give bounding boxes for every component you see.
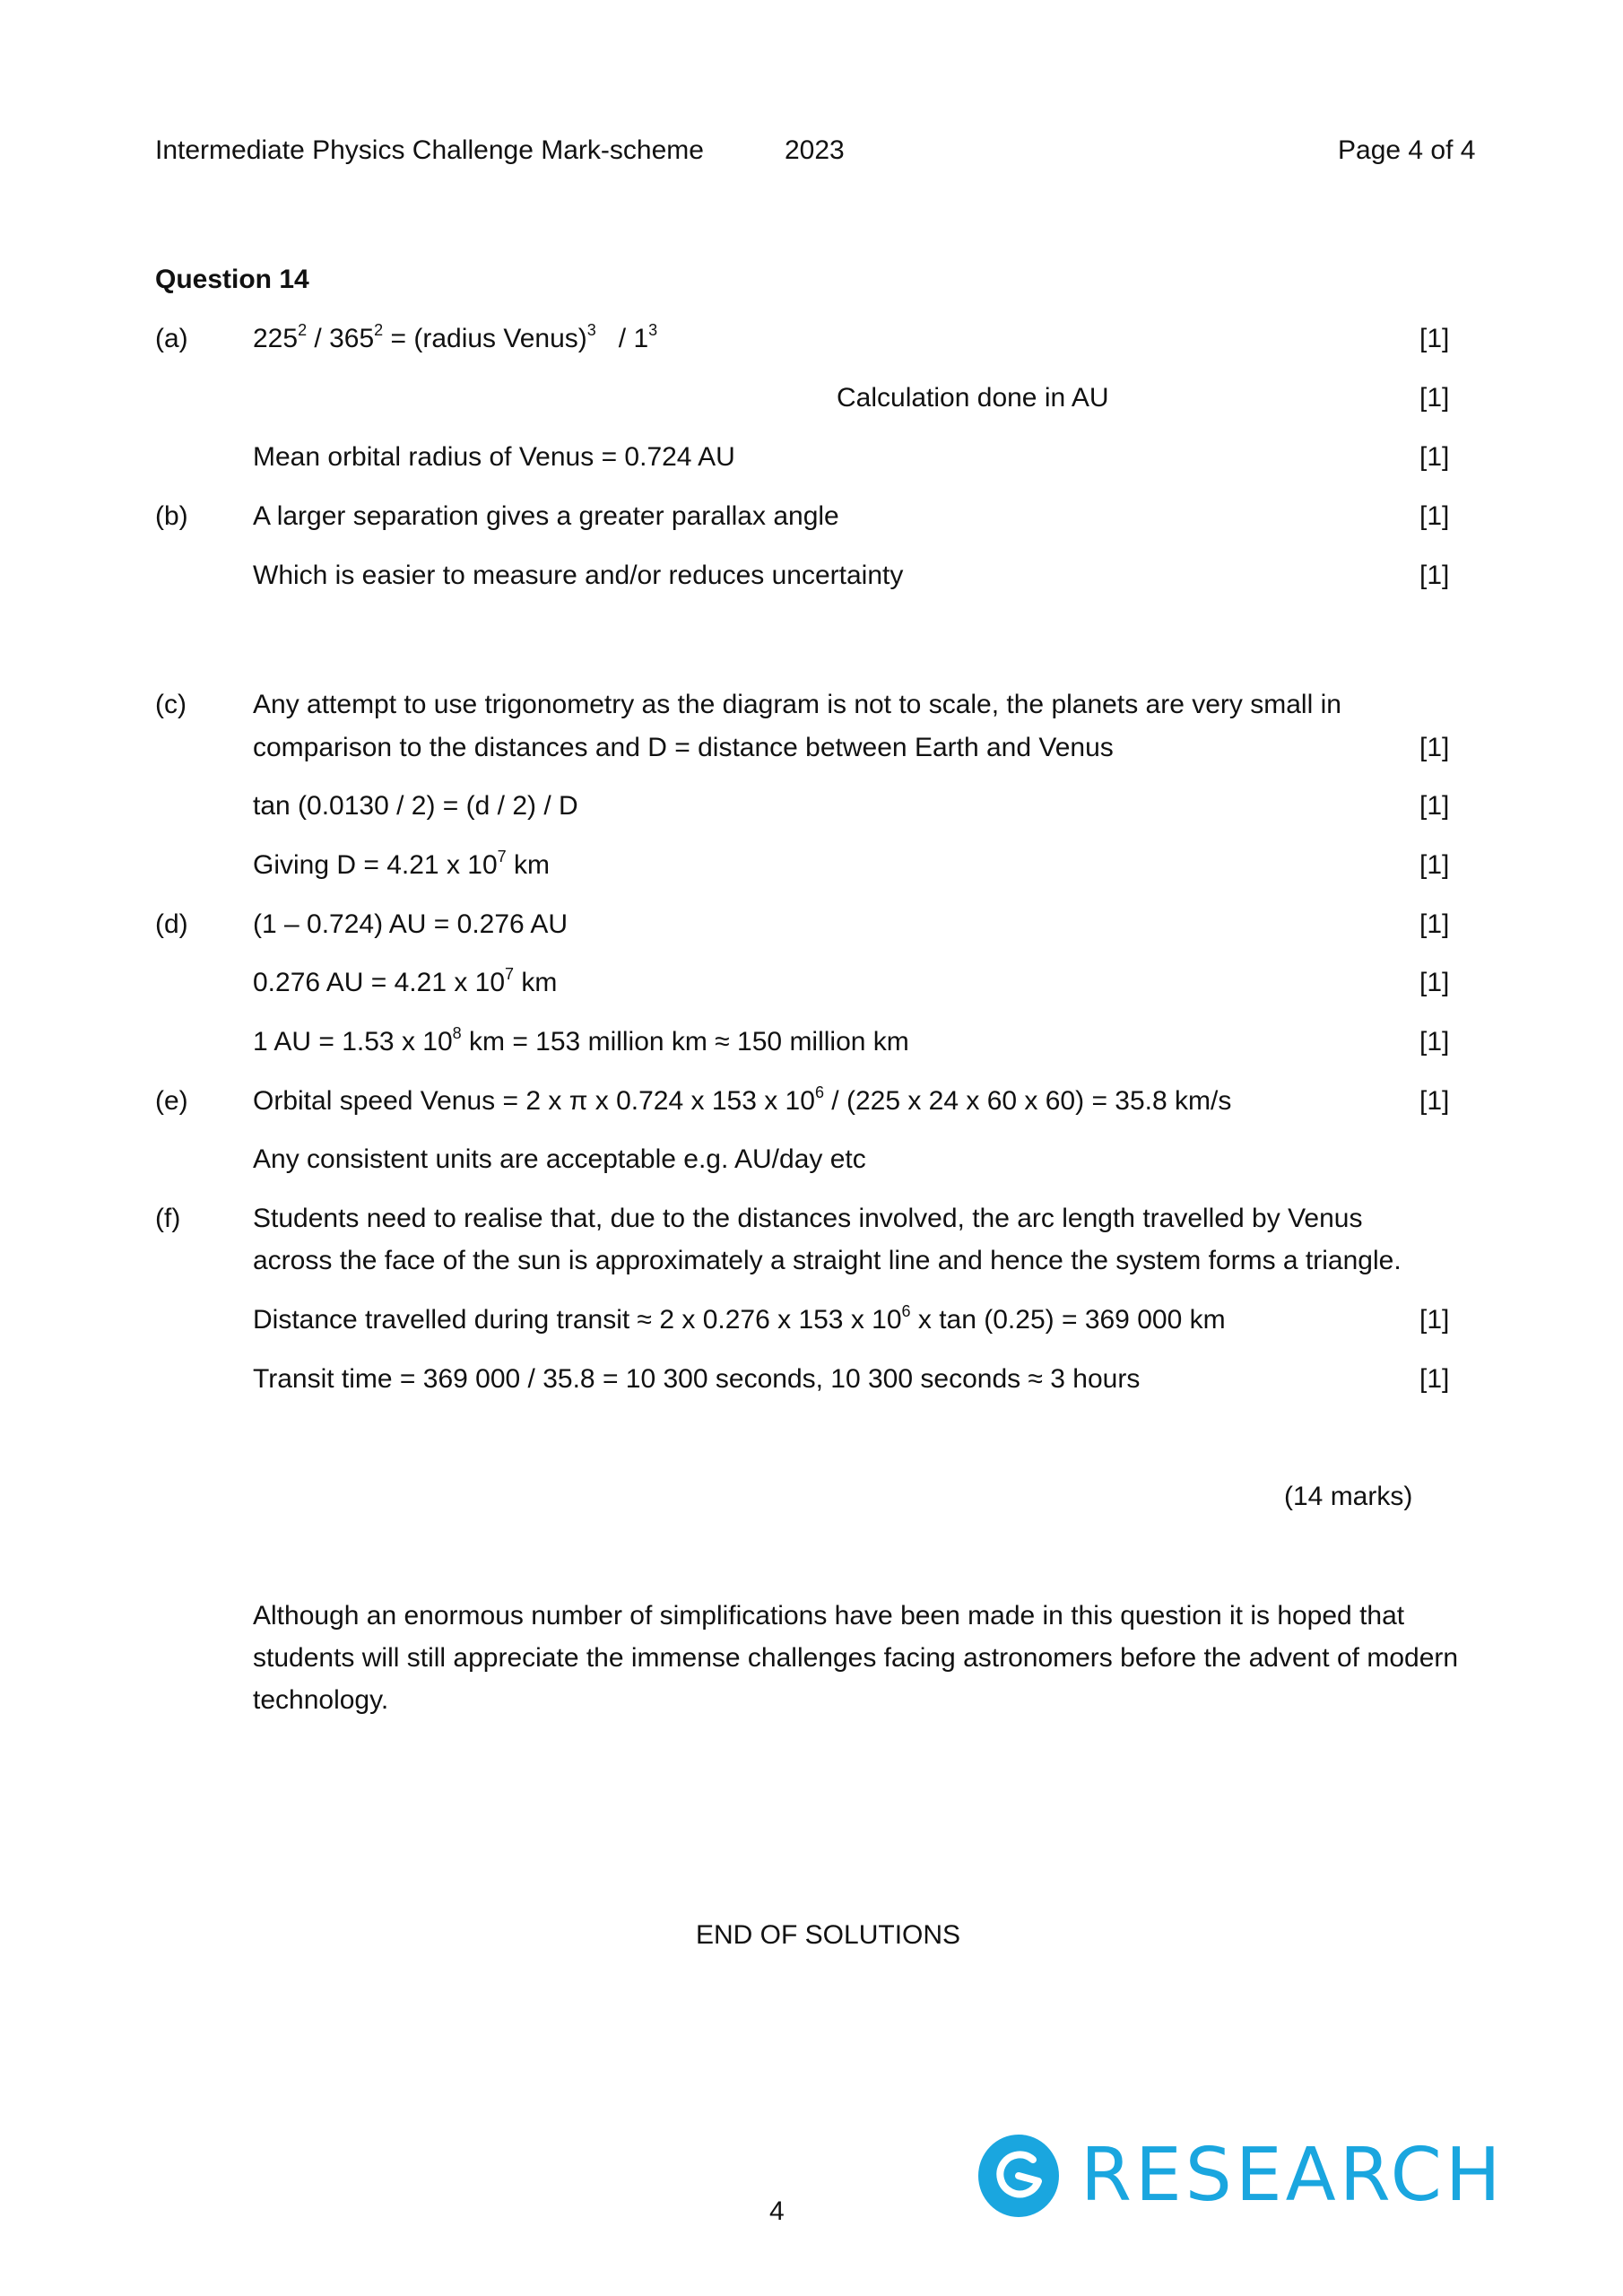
mark: [1] bbox=[1419, 501, 1450, 531]
mark: [1] bbox=[1419, 442, 1450, 472]
part-f-label: (f) bbox=[155, 1204, 181, 1233]
mark: [1] bbox=[1419, 383, 1450, 413]
part-e-line-1: Orbital speed Venus = 2 x π x 0.724 x 153 x $10^6 / (225$ x 24 x 60 x 60) = 35.8 km/s bbox=[253, 1083, 1232, 1116]
logo-text: RESEARCH bbox=[1081, 2133, 1505, 2218]
mark: [1] bbox=[1419, 561, 1450, 590]
mark: [1] bbox=[1419, 1364, 1450, 1394]
part-f-line-3: Transit time = 369 000 / 35.8 = 10 300 seconds, 10 300 seconds ≈ 3 hours bbox=[253, 1364, 1141, 1394]
part-b-line-1: A larger separation gives a greater parallax angle bbox=[253, 501, 839, 531]
g-research-logo bbox=[977, 2133, 1505, 2218]
part-c-line-1a: Any attempt to use trigonometry as the diagram is not to scale, the planets are very small in bbox=[253, 690, 1341, 719]
part-d-line-3: 1 AU = 1.53 x $10^8$ km = 153 million km ≈ 150 million km bbox=[253, 1024, 909, 1057]
part-d-line-2: 0.276 AU = 4.21 x $10^7$ km bbox=[253, 965, 558, 997]
part-c-line-1b: comparison to the distances and D = distance between Earth and Venus bbox=[253, 733, 1114, 762]
header-year: 2023 bbox=[785, 135, 845, 165]
part-a-label: (a) bbox=[155, 324, 188, 353]
part-c-label: (c) bbox=[155, 690, 187, 719]
end-of-solutions: END OF SOLUTIONS bbox=[696, 1920, 961, 1950]
part-d-label: (d) bbox=[155, 909, 188, 939]
mark: [1] bbox=[1419, 909, 1450, 939]
mark: [1] bbox=[1419, 324, 1450, 353]
g-logo-icon bbox=[977, 2133, 1063, 2219]
part-e-label: (e) bbox=[155, 1086, 188, 1116]
part-a-mean: Mean orbital radius of Venus = 0.724 AU bbox=[253, 442, 735, 472]
total-marks: (14 marks) bbox=[1284, 1482, 1413, 1511]
mark: [1] bbox=[1419, 1086, 1450, 1116]
mark: [1] bbox=[1419, 1305, 1450, 1335]
part-f-line-2: Distance travelled during transit ≈ 2 x 0.276 x 153 x $10^6$ x tan (0.25) = 369 000 km bbox=[253, 1302, 1226, 1335]
part-a-equation: $225^2 / 365^2$ = (radius Venus)$^3$ / $1^3$ bbox=[253, 321, 658, 353]
part-c-line-3: Giving D = 4.21 x $10^7$ km bbox=[253, 848, 550, 880]
mark: [1] bbox=[1419, 733, 1450, 762]
part-f-line-1a: Students need to realise that, due to the distances involved, the arc length travelled by Venus bbox=[253, 1204, 1363, 1233]
part-c-line-2: tan (0.0130 / 2) = (d / 2) / D bbox=[253, 791, 578, 821]
part-f-line-1b: across the face of the sun is approximately a straight line and hence the system forms a triangle. bbox=[253, 1246, 1402, 1275]
mark: [1] bbox=[1419, 1027, 1450, 1057]
mark: [1] bbox=[1419, 968, 1450, 997]
mark: [1] bbox=[1419, 850, 1450, 880]
part-b-line-2: Which is easier to measure and/or reduces uncertainty bbox=[253, 561, 904, 590]
mark: [1] bbox=[1419, 791, 1450, 821]
page-number: 4 bbox=[769, 2196, 785, 2226]
part-a-calc: Calculation done in AU bbox=[837, 383, 1109, 413]
closing-paragraph: Although an enormous number of simplifications have been made in this question it is hoped that students will still appreciate the immense challenges facing astronomers before the advent of modern technology. bbox=[253, 1601, 1459, 1715]
part-e-line-2: Any consistent units are acceptable e.g. AU/day etc bbox=[253, 1144, 866, 1174]
question-title: Question 14 bbox=[155, 265, 309, 294]
header-page: Page 4 of 4 bbox=[1338, 135, 1476, 165]
header-title: Intermediate Physics Challenge Mark-scheme bbox=[155, 135, 704, 165]
part-d-line-1: (1 – 0.724) AU = 0.276 AU bbox=[253, 909, 568, 939]
part-b-label: (b) bbox=[155, 501, 188, 531]
